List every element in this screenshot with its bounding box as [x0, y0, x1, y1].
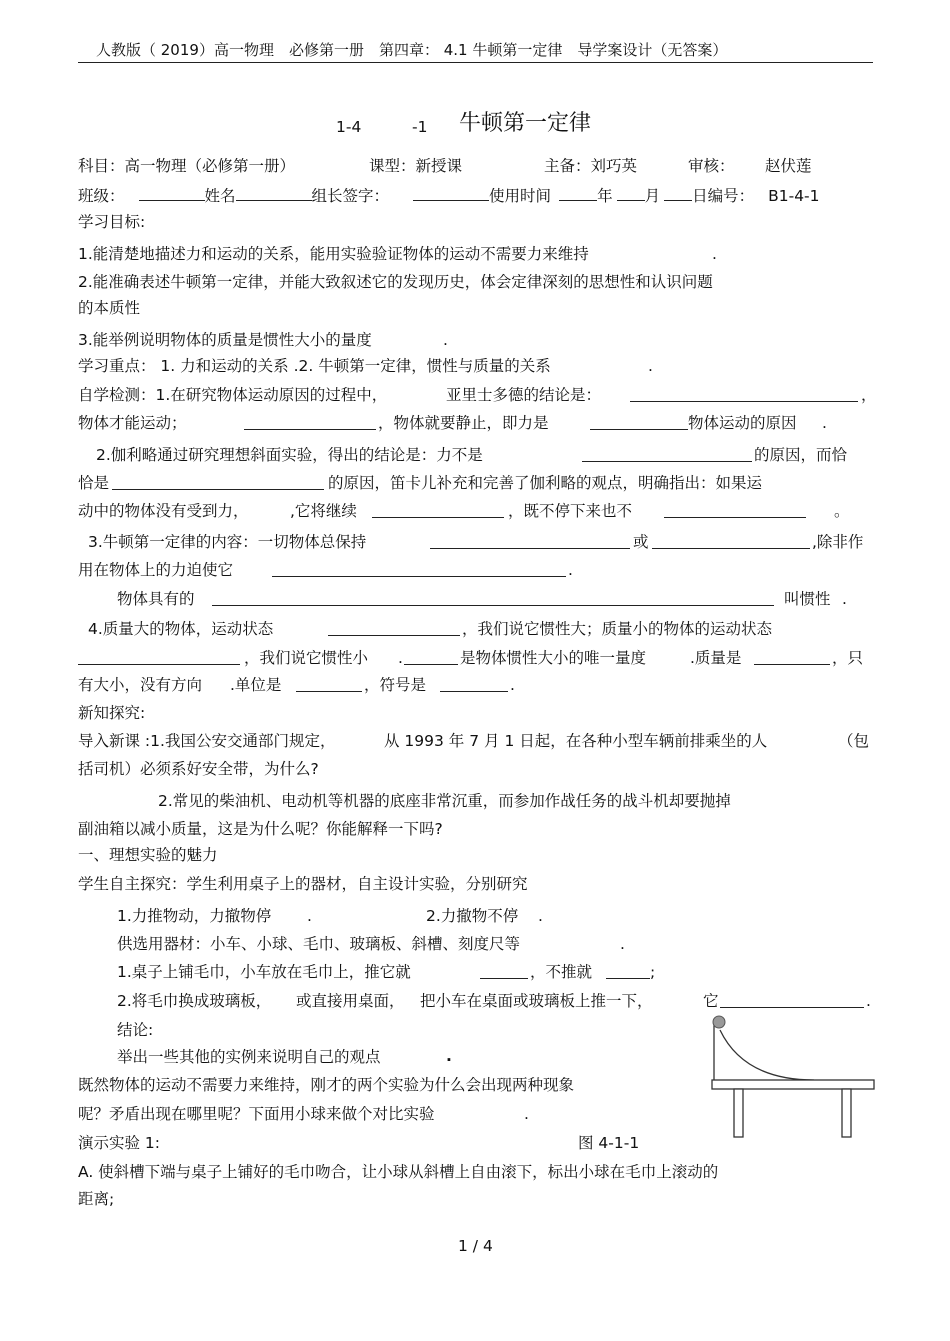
self-check-q4-f: ，只 — [832, 649, 864, 667]
q2-blank-3[interactable] — [372, 501, 504, 523]
subject: 科目：高一物理（必修第一册） — [78, 157, 296, 175]
leader-blank[interactable] — [413, 184, 489, 201]
q4-period-2: . — [510, 676, 515, 694]
intro-1c: （包 — [838, 732, 870, 750]
self-check-q4-c: ，我们说它惯性小 — [244, 649, 369, 667]
self-check-q2-a: 2.伽利略通过研究理想斜面实验，得出的结论是：力不是 — [96, 446, 483, 464]
key-points: 学习重点： 1. 力和运动的关系 .2. 牛顿第一定律，惯性与质量的关系 — [78, 357, 551, 375]
step1-blank-2[interactable] — [606, 962, 650, 984]
figure-label: 图 4-1-1 — [578, 1134, 640, 1152]
conclusion-label: 结论: — [117, 1021, 154, 1039]
phenomenon-2: 2.力撤物不停 — [426, 907, 519, 925]
row2-line — [78, 184, 820, 206]
name-blank[interactable] — [236, 184, 312, 201]
step1-b: ，不推就 — [530, 963, 593, 981]
incline-table-figure — [706, 1010, 878, 1142]
p2-period: . — [538, 907, 543, 925]
q2-blank-1[interactable] — [582, 445, 752, 467]
q3-period: . — [568, 561, 573, 579]
q4-blank-3[interactable] — [404, 648, 458, 670]
running-header: 人教版（ 2019）高一物理 必修第一册 第四章： 4.1 牛顿第一定律 导学案设计（无答案） — [96, 41, 728, 59]
page-title: 牛顿第一定律 — [459, 111, 592, 136]
ramp-curve — [720, 1030, 814, 1080]
self-check-q4-a: 4.质量大的物体，运动状态 — [88, 620, 274, 638]
intro-1b: 从 1993 年 7 月 1 日起，在各种小型车辆前排乘坐的人 — [384, 732, 768, 750]
example-period: . — [446, 1047, 452, 1065]
self-check-q2-b: 的原因，而恰 — [754, 446, 848, 464]
q1-blank-3[interactable] — [590, 413, 688, 435]
step2-c: 把小车在桌面或玻璃板上推一下， — [420, 992, 653, 1010]
q4-blank-6[interactable] — [440, 675, 508, 697]
q1-blank-1[interactable] — [630, 385, 858, 407]
table-leg-left — [734, 1089, 743, 1137]
example-prompt: 举出一些其他的实例来说明自己的观点 — [117, 1048, 381, 1066]
self-check-q4-d: 是物体惯性大小的唯一量度 — [460, 649, 647, 667]
self-check-q2-d: 的原因，笛卡儿补充和完善了伽利略的观点，明确指出：如果运 — [328, 474, 763, 492]
objective-1: 1.能清楚地描述力和运动的关系，能用实验验证物体的运动不需要力来维持 — [78, 245, 589, 263]
month-blank[interactable] — [617, 184, 645, 201]
equipment: 供选用器材：小车、小球、毛巾、玻璃板、斜槽、刻度尺等 — [117, 935, 521, 953]
step2-b: 或直接用桌面， — [296, 992, 405, 1010]
day-blank[interactable] — [664, 184, 692, 201]
student-explore: 学生自主探究：学生利用桌子上的器材，自主设计实验，分别研究 — [78, 875, 528, 893]
code-value: B1-4-1 — [768, 187, 820, 205]
q1-period: . — [822, 414, 827, 432]
time-label: 使用时间 — [489, 187, 552, 205]
self-check-q1-b: 亚里士多德的结论是： — [446, 386, 602, 404]
step1-blank-1[interactable] — [480, 962, 528, 984]
year-label: 年 — [597, 187, 613, 205]
period-3: . — [443, 331, 448, 349]
ball-icon — [713, 1016, 725, 1028]
q3-blank-1[interactable] — [430, 532, 630, 554]
self-check-q1-d: ，物体就要静止，即力是 — [378, 414, 549, 432]
intro-2a: 2.常见的柴油机、电动机等机器的底座非常沉重，而参加作战任务的战斗机却要抛掉 — [158, 792, 731, 810]
q1-blank-2[interactable] — [244, 413, 376, 435]
header-rule — [78, 62, 873, 63]
step1-semicolon: ; — [650, 963, 656, 981]
self-check-q2-f: ,它将继续 — [290, 502, 357, 520]
class-blank[interactable] — [139, 184, 205, 201]
month-label: 月 — [644, 187, 661, 205]
section1-heading: 一、理想实验的魅力 — [78, 846, 218, 864]
q3-blank-4[interactable] — [212, 589, 774, 611]
q4-period-1: . — [398, 649, 403, 667]
table-top — [712, 1080, 874, 1089]
self-check-q3-d: 用在物体上的力迫使它 — [78, 561, 234, 579]
intro-1a: 导入新课 :1.我国公安交通部门规定， — [78, 732, 336, 750]
page-number: 1 / 4 — [458, 1237, 493, 1255]
q4-blank-5[interactable] — [296, 675, 362, 697]
q1-comma: ， — [861, 386, 877, 404]
reviewer: 赵伏莲 — [765, 157, 812, 175]
q4-blank-2[interactable] — [78, 648, 240, 670]
self-check-q3-a: 3.牛顿第一定律的内容：一切物体总保持 — [88, 533, 367, 551]
equip-period: . — [620, 935, 625, 953]
q3-blank-2[interactable] — [652, 532, 810, 554]
step2-a: 2.将毛巾换成玻璃板， — [117, 992, 272, 1010]
explore-heading: 新知探究: — [78, 704, 146, 722]
demo-label: 演示实验 1: — [78, 1134, 161, 1152]
question-period: . — [524, 1105, 529, 1123]
question-a: 既然物体的运动不需要力来维持，刚才的两个实验为什么会出现两种现象 — [78, 1076, 575, 1094]
self-check-q4-b: ，我们说它惯性大；质量小的物体的运动状态 — [462, 620, 773, 638]
title-number-2: -1 — [412, 118, 428, 136]
step-a-line2: 距离; — [78, 1190, 115, 1208]
self-check-q2-g: ，既不停下来也不 — [508, 502, 633, 520]
name-label: 姓名 — [204, 187, 236, 205]
day-code-label: 日编号： — [692, 187, 755, 205]
self-check-q3-e: 物体具有的 — [117, 590, 195, 608]
q3-blank-3[interactable] — [272, 560, 566, 582]
q2-blank-4[interactable] — [664, 501, 806, 523]
lesson-type: 课型：新授课 — [369, 157, 463, 175]
p1-period: . — [307, 907, 312, 925]
q3f-period: . — [842, 590, 847, 608]
self-check-q4-e: .质量是 — [690, 649, 742, 667]
self-check-q4-g: 有大小，没有方向 — [78, 676, 203, 694]
leader-label: 组长签字： — [311, 187, 390, 205]
phenomenon-1: 1.力推物动，力撤物停 — [117, 907, 272, 925]
intro-2b: 副油箱以减小质量，这是为什么呢？你能解释一下吗? — [78, 820, 443, 838]
q2-blank-2[interactable] — [112, 473, 324, 495]
objectives-heading: 学习目标: — [78, 213, 146, 231]
self-check-q1-e: 物体运动的原因 — [688, 414, 797, 432]
class-label: 班级： — [78, 187, 125, 205]
self-check-q2-h: 。 — [834, 502, 850, 520]
self-check-q4-i: ，符号是 — [364, 676, 427, 694]
self-check-q3-b: 或 — [633, 533, 649, 551]
objective-2: 2.能准确表述牛顿第一定律，并能大致叙述它的发现历史，体会定律深刻的思想性和认识问题 — [78, 273, 713, 291]
period-1: . — [712, 245, 717, 263]
step-a-line1: A. 使斜槽下端与桌子上铺好的毛巾吻合，让小球从斜槽上自由滚下，标出小球在毛巾上滚动的 — [78, 1163, 719, 1181]
year-blank[interactable] — [559, 184, 597, 201]
self-check-q1-c: 物体才能运动； — [78, 414, 187, 432]
objective-3: 3.能举例说明物体的质量是惯性大小的量度 — [78, 331, 372, 349]
q4-blank-1[interactable] — [328, 619, 460, 641]
self-check-q3-f: 叫惯性 — [784, 590, 831, 608]
self-check-q1-a: 自学检测：1.在研究物体运动原因的过程中， — [78, 386, 388, 404]
step2-d: 它 — [703, 992, 719, 1010]
self-check-q2-c: 恰是 — [78, 474, 110, 492]
step1-a: 1.桌子上铺毛巾，小车放在毛巾上，推它就 — [117, 963, 411, 981]
table-leg-right — [842, 1089, 851, 1137]
self-check-q4-h: .单位是 — [230, 676, 282, 694]
title-number-1: 1-4 — [336, 118, 362, 136]
self-check-q2-e: 动中的物体没有受到力， — [78, 502, 249, 520]
objective-2-cont: 的本质性 — [78, 299, 141, 317]
period-kp: . — [648, 357, 653, 375]
intro-1d: 括司机）必须系好安全带，为什么? — [78, 760, 319, 778]
question-b: 呢？矛盾出现在哪里呢？下面用小球来做个对比实验 — [78, 1105, 435, 1123]
q4-blank-4[interactable] — [754, 648, 830, 670]
step2-period: . — [866, 992, 871, 1010]
reviewer-label: 审核： — [688, 157, 735, 175]
author: 主备：刘巧英 — [544, 157, 638, 175]
self-check-q3-c: ,除非作 — [812, 533, 864, 551]
